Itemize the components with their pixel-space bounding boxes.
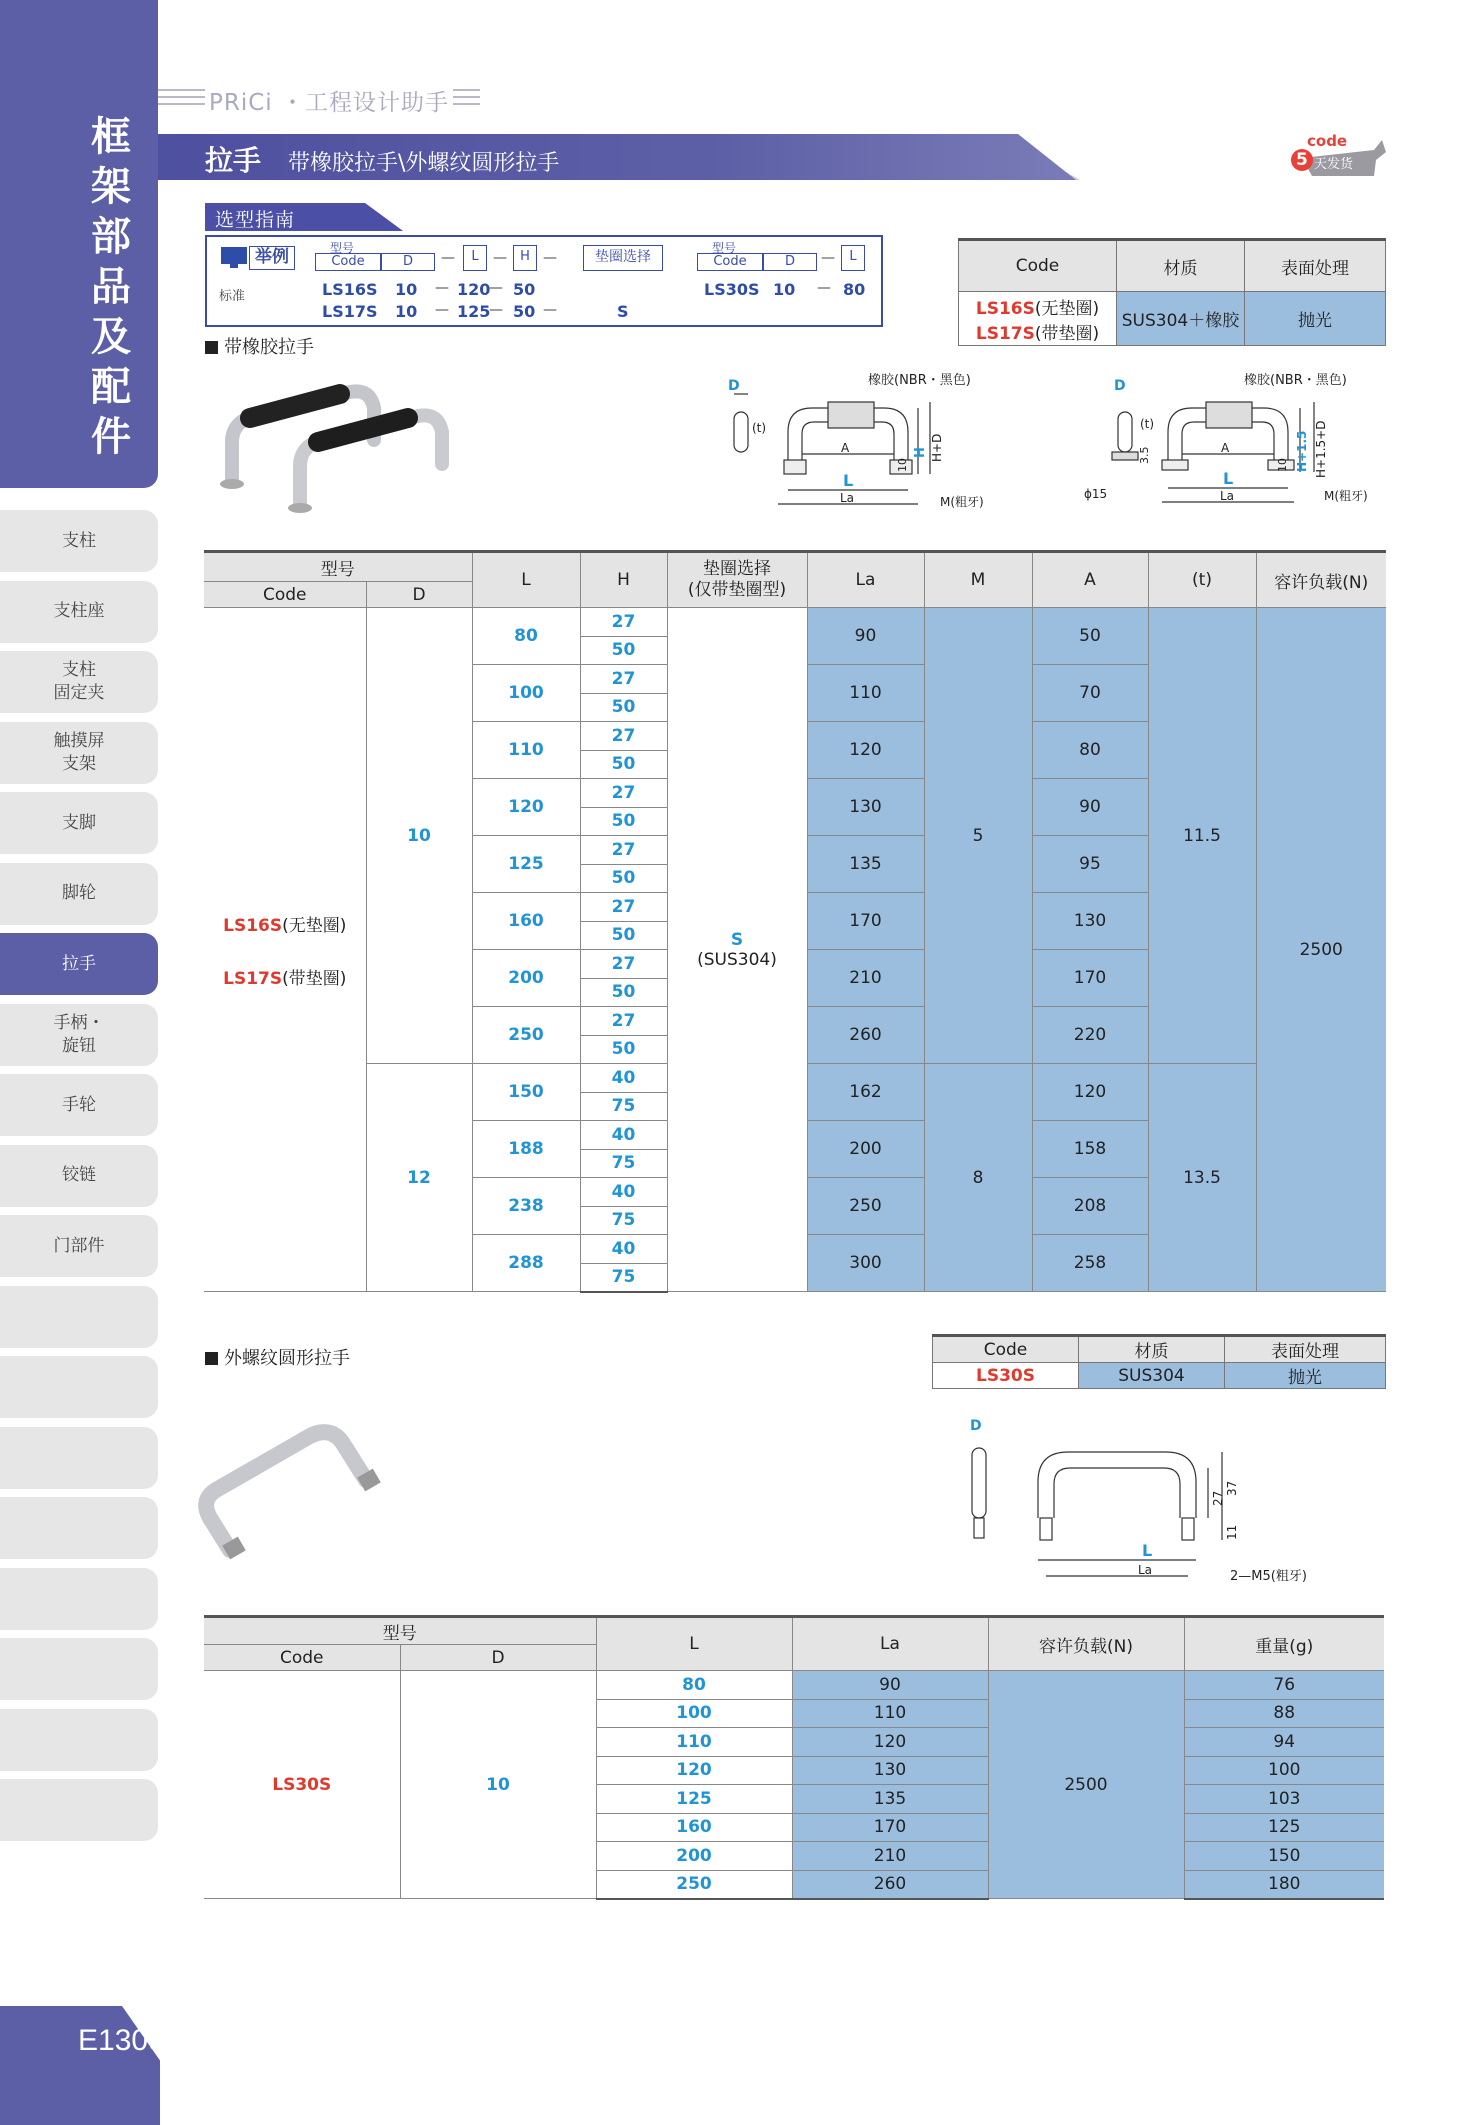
h-cell: 27 bbox=[580, 950, 667, 979]
l-cell: 150 bbox=[472, 1064, 580, 1121]
code-note: (带垫圈) bbox=[282, 968, 347, 989]
h-cell: 50 bbox=[580, 1035, 667, 1064]
h-cell: 50 bbox=[580, 636, 667, 665]
sidebar-item-11[interactable] bbox=[0, 1286, 158, 1348]
l-cell: 188 bbox=[472, 1121, 580, 1178]
a-cell: 95 bbox=[1032, 836, 1148, 893]
l-cell: 160 bbox=[472, 893, 580, 950]
l-cell: 250 bbox=[596, 1870, 792, 1899]
la-cell: 210 bbox=[807, 950, 924, 1007]
washer-material: (SUS304) bbox=[697, 949, 777, 970]
code-ls17s: LS17S bbox=[223, 968, 283, 989]
la-cell: 135 bbox=[792, 1785, 988, 1814]
material-header-finish: 表面处理 bbox=[1245, 240, 1386, 292]
dim-l: L bbox=[1223, 469, 1234, 488]
sidebar-item-9[interactable] bbox=[0, 1145, 158, 1207]
la-cell: 260 bbox=[807, 1007, 924, 1064]
dim-3-5: 3.5 bbox=[1138, 446, 1151, 464]
guide-model-label: 型号 bbox=[711, 241, 736, 255]
rubber-label: 橡胶(NBR・黑色) bbox=[1244, 373, 1347, 388]
dim-10: 10 bbox=[896, 458, 909, 472]
l-cell: 110 bbox=[472, 722, 580, 779]
sidebar-item-3[interactable] bbox=[0, 722, 158, 784]
h-cell: 27 bbox=[580, 779, 667, 808]
material-codes bbox=[959, 292, 1117, 346]
guide-washer-box: 垫圈选择 bbox=[583, 245, 663, 271]
sidebar-item-17[interactable] bbox=[0, 1709, 158, 1771]
weight-cell: 180 bbox=[1184, 1870, 1384, 1899]
la-cell: 110 bbox=[792, 1699, 988, 1728]
sidebar-item-4[interactable] bbox=[0, 792, 158, 854]
th-la: La bbox=[807, 552, 924, 608]
h-cell: 40 bbox=[580, 1235, 667, 1264]
d-cell: 12 bbox=[366, 1064, 472, 1292]
diagram-rubber-handle bbox=[718, 372, 1018, 522]
code-note: (无垫圈) bbox=[1034, 298, 1100, 319]
a-cell: 170 bbox=[1032, 950, 1148, 1007]
sidebar-item-label: 手柄・ 旋钮 bbox=[53, 1012, 105, 1056]
d-cell: 10 bbox=[400, 1671, 596, 1899]
dash: — bbox=[435, 302, 449, 318]
table-row bbox=[204, 608, 1386, 637]
th-washer: 垫圈选择 (仅带垫圈型) bbox=[667, 552, 807, 608]
la-cell: 170 bbox=[792, 1813, 988, 1842]
sidebar-item-16[interactable] bbox=[0, 1638, 158, 1700]
dim-la: La bbox=[1220, 489, 1235, 503]
example-label: 举例 bbox=[249, 246, 295, 270]
a-cell: 208 bbox=[1032, 1178, 1148, 1235]
code-ls16s: LS16S bbox=[223, 915, 283, 936]
th-code: Code bbox=[204, 582, 366, 608]
th-t: (t) bbox=[1148, 552, 1256, 608]
la-cell: 90 bbox=[792, 1671, 988, 1700]
sidebar-item-label: 触摸屏 支架 bbox=[53, 730, 105, 774]
guide-code-box: Code bbox=[697, 253, 763, 271]
guide-d-box: D bbox=[763, 253, 817, 271]
sidebar-item-label: 支柱 bbox=[62, 530, 96, 551]
guide-l-box: L bbox=[841, 245, 865, 271]
guide-row2-d: 10 bbox=[395, 302, 418, 321]
la-cell: 250 bbox=[807, 1178, 924, 1235]
page-number: E1309 bbox=[78, 2024, 165, 2057]
guide-h-box: H bbox=[513, 245, 537, 271]
l-cell: 120 bbox=[596, 1756, 792, 1785]
code-ls16s: LS16S bbox=[975, 298, 1035, 319]
badge-days: 5 bbox=[1296, 150, 1308, 170]
th-d: D bbox=[366, 582, 472, 608]
l-cell: 100 bbox=[472, 665, 580, 722]
la-cell: 135 bbox=[807, 836, 924, 893]
badge-text: 天发货 bbox=[1314, 157, 1354, 172]
h-cell: 50 bbox=[580, 978, 667, 1007]
page-title: 拉手 bbox=[205, 144, 262, 177]
sidebar-item-6[interactable] bbox=[0, 933, 158, 995]
code-note: (无垫圈) bbox=[282, 915, 347, 936]
weight-cell: 150 bbox=[1184, 1842, 1384, 1871]
th-l: L bbox=[472, 552, 580, 608]
dim-37: 37 bbox=[1225, 1480, 1239, 1496]
guide-row3-l: 80 bbox=[843, 280, 866, 299]
sidebar-item-7[interactable] bbox=[0, 1004, 158, 1066]
sidebar-item-15[interactable] bbox=[0, 1568, 158, 1630]
th-model: 型号 bbox=[204, 552, 472, 582]
guide-row2-code: LS17S bbox=[322, 302, 378, 321]
dim-27: 27 bbox=[1211, 1490, 1225, 1506]
rubber-handle-photo bbox=[210, 370, 470, 530]
la-cell: 120 bbox=[807, 722, 924, 779]
dim-la: La bbox=[1138, 1563, 1153, 1577]
dim-l: L bbox=[843, 471, 854, 490]
a-cell: 120 bbox=[1032, 1064, 1148, 1121]
dim-hd15: H+1.5+D bbox=[1314, 420, 1328, 478]
diagram-threaded-handle bbox=[960, 1410, 1380, 1590]
l-cell: 200 bbox=[472, 950, 580, 1007]
th-l: L bbox=[596, 1617, 792, 1671]
l-cell: 288 bbox=[472, 1235, 580, 1292]
h-cell: 27 bbox=[580, 893, 667, 922]
code-ls30s: LS30S bbox=[933, 1363, 1079, 1389]
category-title: 框架部品及配件 bbox=[91, 114, 133, 460]
guide-row1-d: 10 bbox=[395, 280, 418, 299]
washer-cell bbox=[667, 608, 807, 1292]
a-cell: 130 bbox=[1032, 893, 1148, 950]
dash: — bbox=[543, 250, 557, 266]
guide-d-box: D bbox=[381, 253, 435, 271]
code-cell: LS30S bbox=[204, 1671, 400, 1899]
th-d: D bbox=[400, 1645, 596, 1671]
a-cell: 80 bbox=[1032, 722, 1148, 779]
dash: — bbox=[441, 250, 455, 266]
weight-cell: 100 bbox=[1184, 1756, 1384, 1785]
section-title-rubber: 带橡胶拉手 bbox=[205, 333, 314, 359]
guide-title: 选型指南 bbox=[215, 209, 296, 231]
sidebar-item-label: 拉手 bbox=[62, 953, 96, 974]
material-header-code: Code bbox=[959, 240, 1117, 292]
guide-row3-d: 10 bbox=[773, 280, 796, 299]
sidebar-item-label: 支柱 固定夹 bbox=[53, 660, 105, 703]
h-cell: 75 bbox=[580, 1149, 667, 1178]
spec-table-threaded-body bbox=[204, 1671, 1384, 1899]
dim-d: D bbox=[1114, 378, 1126, 394]
h-cell: 40 bbox=[580, 1121, 667, 1150]
spec-table-rubber bbox=[204, 550, 1386, 1293]
dim-hd: H+D bbox=[930, 433, 944, 462]
diagram-rubber-handle-washer bbox=[1076, 372, 1386, 522]
sidebar-item-1[interactable] bbox=[0, 581, 158, 643]
th-load: 容许负载(N) bbox=[1256, 552, 1386, 608]
la-cell: 90 bbox=[807, 608, 924, 665]
d-cell: 10 bbox=[366, 608, 472, 1064]
l-cell: 125 bbox=[472, 836, 580, 893]
sidebar-item-0[interactable] bbox=[0, 510, 158, 572]
dim-phi15: ϕ15 bbox=[1084, 487, 1108, 501]
dim-a: A bbox=[841, 441, 850, 455]
guide-box bbox=[205, 235, 883, 327]
dim-t: (t) bbox=[752, 421, 767, 435]
la-cell: 170 bbox=[807, 893, 924, 950]
material-table-2 bbox=[932, 1334, 1386, 1389]
h-cell: 75 bbox=[580, 1206, 667, 1235]
guide-row2-l: 125 bbox=[457, 302, 491, 321]
material-header-code: Code bbox=[933, 1336, 1079, 1363]
la-cell: 130 bbox=[792, 1756, 988, 1785]
dim-la: La bbox=[840, 491, 855, 505]
m-cell: 5 bbox=[924, 608, 1032, 1064]
spec-table-body bbox=[204, 608, 1386, 1292]
guide-l-box: L bbox=[463, 245, 487, 271]
h-cell: 27 bbox=[580, 665, 667, 694]
material-table-1 bbox=[958, 238, 1386, 346]
sidebar-item-label: 门部件 bbox=[53, 1235, 105, 1256]
rubber-label: 橡胶(NBR・黑色) bbox=[868, 373, 971, 388]
badge-code: code bbox=[1307, 132, 1348, 150]
l-cell: 80 bbox=[472, 608, 580, 665]
l-cell: 200 bbox=[596, 1842, 792, 1871]
l-cell: 238 bbox=[472, 1178, 580, 1235]
dim-h15: H+1.5 bbox=[1295, 430, 1309, 472]
la-cell: 260 bbox=[792, 1870, 988, 1899]
sidebar-item-2[interactable] bbox=[0, 651, 158, 713]
guide-model-label: 型号 bbox=[329, 241, 354, 255]
guide-row1-l: 120 bbox=[457, 280, 491, 299]
h-cell: 50 bbox=[580, 807, 667, 836]
dim-d: D bbox=[970, 1418, 982, 1434]
la-cell: 210 bbox=[792, 1842, 988, 1871]
weight-cell: 103 bbox=[1184, 1785, 1384, 1814]
a-cell: 158 bbox=[1032, 1121, 1148, 1178]
weight-cell: 125 bbox=[1184, 1813, 1384, 1842]
la-cell: 162 bbox=[807, 1064, 924, 1121]
h-cell: 40 bbox=[580, 1064, 667, 1093]
a-cell: 70 bbox=[1032, 665, 1148, 722]
page-subtitle: 带橡胶拉手\外螺纹圆形拉手 bbox=[288, 151, 560, 176]
dash: — bbox=[817, 280, 831, 296]
finish-value: 抛光 bbox=[1245, 292, 1386, 346]
th-h: H bbox=[580, 552, 667, 608]
la-cell: 300 bbox=[807, 1235, 924, 1292]
sidebar-item-label: 支柱座 bbox=[53, 601, 105, 621]
guide-row2-s: S bbox=[617, 302, 629, 321]
weight-cell: 94 bbox=[1184, 1728, 1384, 1757]
load-cell: 2500 bbox=[988, 1671, 1184, 1899]
sidebar-item-13[interactable] bbox=[0, 1427, 158, 1489]
material-header-material: 材质 bbox=[1117, 240, 1245, 292]
material-header-finish: 表面处理 bbox=[1225, 1336, 1386, 1363]
dash: — bbox=[489, 302, 503, 318]
th-a: A bbox=[1032, 552, 1148, 608]
h-cell: 50 bbox=[580, 864, 667, 893]
l-cell: 110 bbox=[596, 1728, 792, 1757]
h-cell: 27 bbox=[580, 608, 667, 637]
a-cell: 50 bbox=[1032, 608, 1148, 665]
standard-label: 标准 bbox=[219, 289, 246, 304]
guide-row2-h: 50 bbox=[513, 302, 536, 321]
h-cell: 27 bbox=[580, 836, 667, 865]
sidebar-item-8[interactable] bbox=[0, 1074, 158, 1136]
sidebar-item-12[interactable] bbox=[0, 1356, 158, 1418]
h-cell: 50 bbox=[580, 750, 667, 779]
th-la: La bbox=[792, 1617, 988, 1671]
l-cell: 80 bbox=[596, 1671, 792, 1700]
threaded-handle-photo bbox=[170, 1400, 470, 1580]
l-cell: 125 bbox=[596, 1785, 792, 1814]
material-value: SUS304＋橡胶 bbox=[1117, 292, 1245, 346]
l-cell: 120 bbox=[472, 779, 580, 836]
dash: — bbox=[489, 280, 503, 296]
la-cell: 130 bbox=[807, 779, 924, 836]
la-cell: 120 bbox=[792, 1728, 988, 1757]
washer-s: S bbox=[730, 929, 744, 950]
guide-row3-code: LS30S bbox=[704, 280, 760, 299]
sidebar-item-label: 支脚 bbox=[62, 812, 96, 833]
load-cell: 2500 bbox=[1256, 608, 1386, 1292]
sidebar-item-label: 铰链 bbox=[62, 1165, 96, 1185]
sidebar-item-5[interactable] bbox=[0, 863, 158, 925]
material-header-material: 材质 bbox=[1079, 1336, 1225, 1363]
dim-m5: 2—M5(粗牙) bbox=[1230, 1569, 1307, 1584]
l-cell: 250 bbox=[472, 1007, 580, 1064]
monitor-icon bbox=[220, 246, 248, 270]
sidebar-item-label: 脚轮 bbox=[62, 883, 96, 903]
th-code: Code bbox=[204, 1645, 400, 1671]
m-cell: 8 bbox=[924, 1064, 1032, 1292]
finish-value: 抛光 bbox=[1225, 1363, 1386, 1389]
t-cell: 11.5 bbox=[1148, 608, 1256, 1064]
material-value: SUS304 bbox=[1079, 1363, 1225, 1389]
section-title-threaded: 外螺纹圆形拉手 bbox=[205, 1344, 350, 1370]
dash: — bbox=[435, 280, 449, 296]
l-cell: 160 bbox=[596, 1813, 792, 1842]
l-cell: 100 bbox=[596, 1699, 792, 1728]
sidebar-item-label: 手轮 bbox=[62, 1094, 96, 1115]
dash: — bbox=[543, 302, 557, 318]
dim-10: 10 bbox=[1276, 458, 1289, 472]
dim-m: M(粗牙) bbox=[940, 495, 984, 509]
guide-row1-h: 50 bbox=[513, 280, 536, 299]
weight-cell: 88 bbox=[1184, 1699, 1384, 1728]
brand-text: PRiCi ・工程设计助手 bbox=[205, 84, 453, 117]
a-cell: 90 bbox=[1032, 779, 1148, 836]
th-weight: 重量(g) bbox=[1184, 1617, 1384, 1671]
sidebar-item-10[interactable] bbox=[0, 1215, 158, 1277]
dim-a: A bbox=[1221, 441, 1230, 455]
dim-h: H bbox=[913, 447, 928, 458]
a-cell: 258 bbox=[1032, 1235, 1148, 1292]
dash: — bbox=[493, 250, 507, 266]
code-cell bbox=[204, 608, 366, 1292]
th-load: 容许负载(N) bbox=[988, 1617, 1184, 1671]
la-cell: 200 bbox=[807, 1121, 924, 1178]
dash: — bbox=[821, 250, 835, 266]
dim-m: M(粗牙) bbox=[1324, 489, 1368, 503]
h-cell: 50 bbox=[580, 921, 667, 950]
dim-d: D bbox=[728, 378, 740, 394]
code-note: (带垫圈) bbox=[1034, 323, 1100, 344]
table-row bbox=[204, 1671, 1384, 1700]
guide-row1-code: LS16S bbox=[322, 280, 378, 299]
h-cell: 75 bbox=[580, 1092, 667, 1121]
dim-l: L bbox=[1142, 1541, 1153, 1560]
h-cell: 27 bbox=[580, 1007, 667, 1036]
sidebar-item-18[interactable] bbox=[0, 1779, 158, 1841]
guide-code-box: Code bbox=[315, 253, 381, 271]
th-m: M bbox=[924, 552, 1032, 608]
dim-t: (t) bbox=[1140, 417, 1155, 431]
t-cell: 13.5 bbox=[1148, 1064, 1256, 1292]
th-model: 型号 bbox=[204, 1617, 596, 1645]
h-cell: 40 bbox=[580, 1178, 667, 1207]
a-cell: 220 bbox=[1032, 1007, 1148, 1064]
h-cell: 27 bbox=[580, 722, 667, 751]
la-cell: 110 bbox=[807, 665, 924, 722]
spec-table-threaded bbox=[204, 1615, 1384, 1900]
code-ls17s: LS17S bbox=[975, 323, 1035, 344]
h-cell: 50 bbox=[580, 693, 667, 722]
sidebar-item-14[interactable] bbox=[0, 1497, 158, 1559]
weight-cell: 76 bbox=[1184, 1671, 1384, 1700]
dim-11: 11 bbox=[1225, 1524, 1239, 1540]
delivery-badge bbox=[1282, 132, 1387, 182]
h-cell: 75 bbox=[580, 1263, 667, 1292]
